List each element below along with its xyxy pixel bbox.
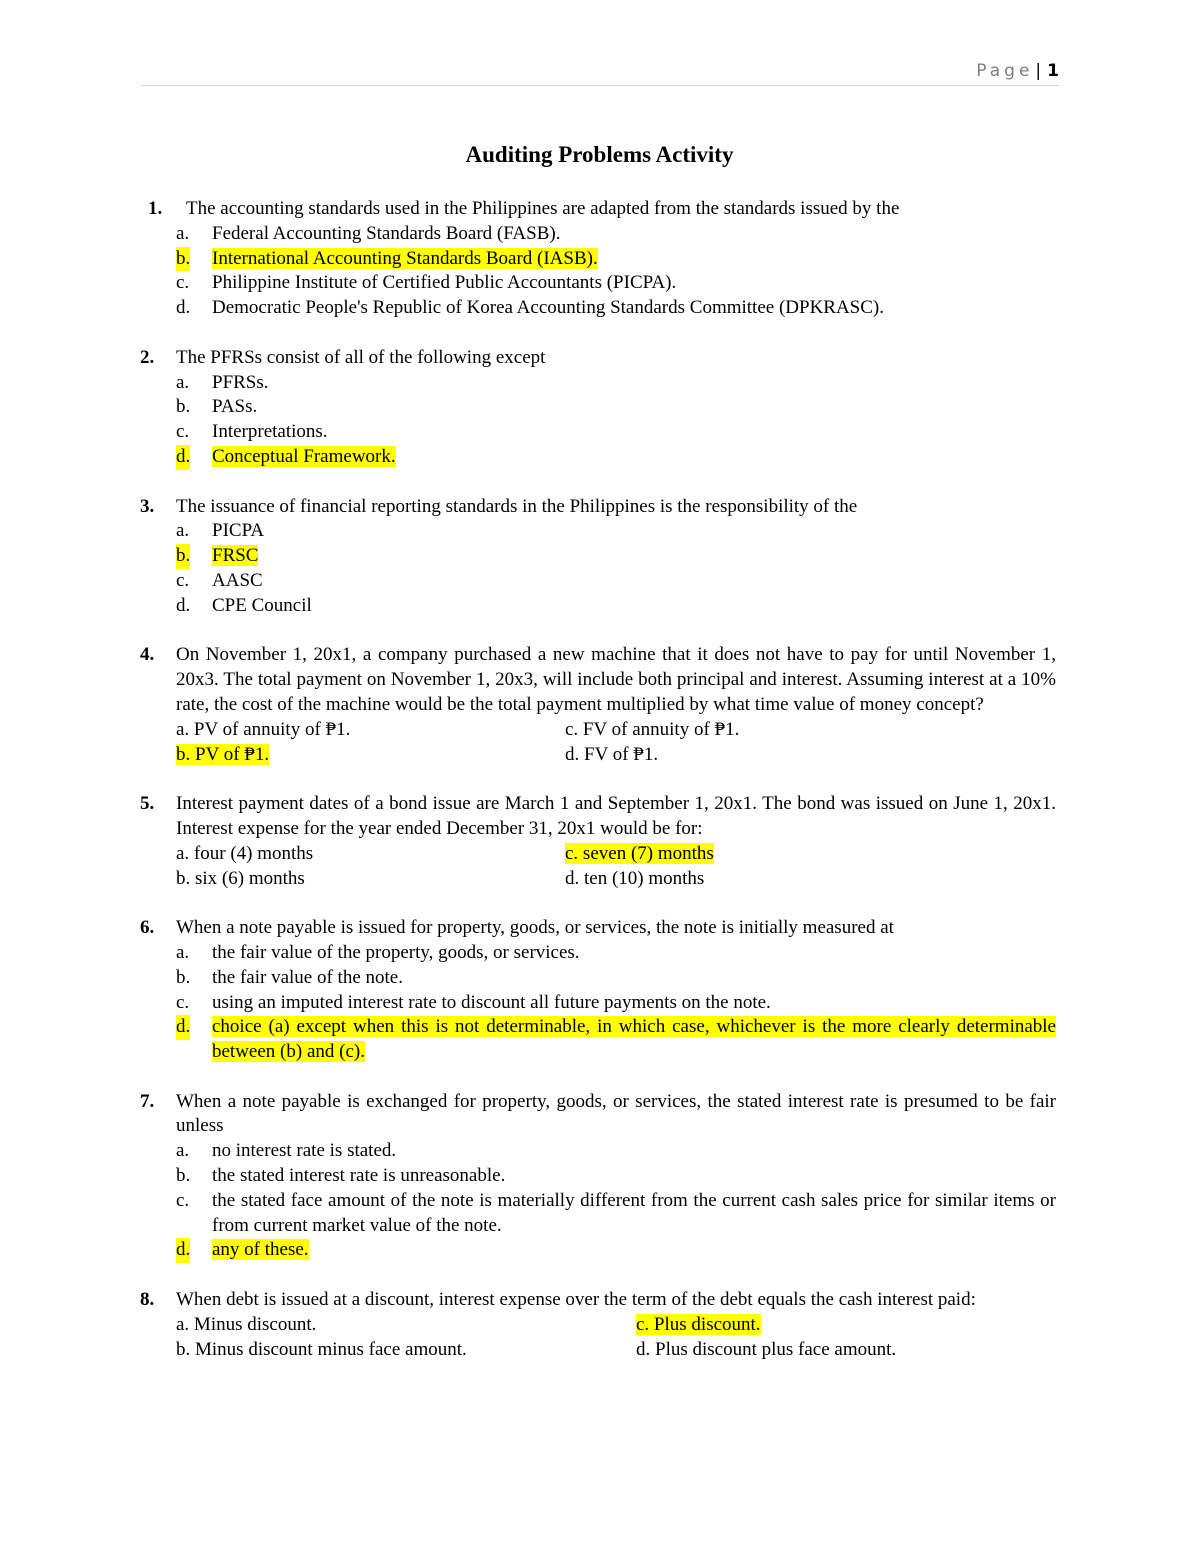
option-letter: a. [176, 371, 190, 393]
option-text: PICPA [212, 520, 265, 542]
question-7 [140, 1090, 1056, 1264]
option-letter: a. [176, 222, 190, 244]
question-text: On November 1, 20x1, a company purchased a new machine that it does not have to pay for until November 1, 20x3. The total payment on November 1, 20x3, will include both principal and interest. Assuming interest at a 10% rate, the cost of the machine would be the total payment multiplied by what time value of money concept? [176, 644, 1056, 715]
option-d [176, 1015, 1056, 1065]
option-text: the stated interest rate is unreasonable. [212, 1165, 506, 1187]
page-header [140, 58, 1059, 86]
option-b [176, 1164, 1056, 1189]
option-a [176, 519, 1056, 544]
option-list [176, 941, 1056, 1065]
option-letter: c. [176, 421, 190, 443]
question-number: 1. [148, 198, 163, 219]
option-d [176, 594, 1056, 619]
option-letter: c. [176, 569, 190, 591]
question-4 [140, 643, 1056, 767]
option-letter: a. [176, 520, 190, 542]
option-c-highlighted: c. seven (7) months [565, 842, 714, 864]
question-number: 8. [140, 1289, 155, 1311]
option-text: CPE Council [212, 594, 312, 616]
option-text: the fair value of the note. [212, 966, 403, 988]
question-text: The PFRSs consist of all of the following except [176, 346, 546, 368]
page-label: Page [976, 61, 1034, 81]
option-letter: b. [176, 966, 191, 988]
option-letter: c. [176, 991, 190, 1013]
option-letter: d. [176, 594, 191, 616]
option-text: AASC [212, 569, 263, 591]
question-8 [140, 1288, 1056, 1362]
question-text: When a note payable is exchanged for property, goods, or services, the stated interest rate is presumed to be fair unless [176, 1090, 1056, 1137]
document-title: Auditing Problems Activity [465, 142, 734, 167]
option-letter: c. [176, 272, 190, 294]
question-text: The issuance of financial reporting standards in the Philippines is the responsibility of the [176, 495, 858, 517]
question-6 [140, 916, 1056, 1065]
question-text: Interest payment dates of a bond issue are March 1 and September 1, 20x1. The bond was issued on June 1, 20x1. Interest expense for the year ended December 31, 20x1 would be for: [176, 793, 1056, 839]
option-letter: a. [176, 941, 190, 963]
option-letter: d. [176, 297, 191, 319]
option-text-highlighted: FRSC [212, 545, 259, 567]
question-5 [140, 792, 1056, 891]
question-text: When a note payable is issued for property, goods, or services, the note is initially measured at [176, 917, 894, 939]
question-text: When debt is issued at a discount, interest expense over the term of the debt equals the cash interest paid: [176, 1289, 976, 1311]
question-number: 6. [140, 917, 155, 939]
option-text: Philippine Institute of Certified Public Accountants (PICPA). [212, 272, 677, 294]
option-b [176, 395, 1056, 420]
option-a: a. PV of annuity of ₱1. [176, 718, 351, 740]
option-c [176, 991, 1056, 1016]
option-list [176, 1139, 1056, 1263]
option-text: Democratic People's Republic of Korea Accounting Standards Committee (DPKRASC). [212, 297, 884, 319]
option-grid [176, 1313, 1056, 1363]
option-d [176, 296, 1056, 321]
option-letter: d. [176, 1238, 190, 1263]
option-d: d. FV of ₱1. [565, 743, 659, 765]
option-list [176, 222, 1056, 321]
option-c [176, 1189, 1056, 1239]
option-c-cell [636, 1313, 1056, 1338]
option-d [176, 1238, 1056, 1263]
option-list [176, 519, 1056, 618]
option-a [176, 1139, 1056, 1164]
question-2 [140, 346, 1056, 470]
option-text: PFRSs. [212, 371, 269, 393]
option-text-highlighted: International Accounting Standards Board (IASB). [212, 247, 598, 269]
option-a [176, 371, 1056, 396]
question-1 [140, 197, 1056, 321]
option-list [176, 371, 1056, 470]
option-b [176, 544, 1056, 569]
option-text: no interest rate is stated. [212, 1140, 397, 1162]
option-text-highlighted: Conceptual Framework. [212, 445, 396, 467]
option-b-highlighted: b. PV of ₱1. [176, 743, 270, 765]
question-number: 4. [140, 644, 155, 666]
option-d: d. ten (10) months [565, 867, 705, 889]
option-b-cell [176, 743, 565, 768]
option-d: d. Plus discount plus face amount. [636, 1338, 897, 1360]
option-a [176, 222, 1056, 247]
option-a: a. Minus discount. [176, 1313, 317, 1335]
option-grid [176, 842, 1056, 892]
question-list [140, 197, 1056, 1387]
option-text: the stated face amount of the note is materially different from the current cash sales price for similar items or from current market value of the note. [212, 1189, 1056, 1236]
option-c [176, 271, 1056, 296]
option-letter: b. [176, 396, 191, 418]
option-text-highlighted: choice (a) except when this is not determinable, in which case, whichever is the more clearly determinable between (b) and (c). [212, 1016, 1056, 1063]
option-letter: d. [176, 445, 190, 470]
option-a: a. four (4) months [176, 842, 314, 864]
option-text: the fair value of the property, goods, or services. [212, 941, 580, 963]
option-d [176, 445, 1056, 470]
question-text: The accounting standards used in the Philippines are adapted from the standards issued by the [186, 198, 900, 219]
option-c-highlighted: c. Plus discount. [636, 1313, 761, 1335]
option-b: b. Minus discount minus face amount. [176, 1338, 467, 1360]
option-text: PASs. [212, 396, 258, 418]
question-number: 7. [140, 1090, 155, 1112]
option-grid [176, 718, 1056, 768]
question-number: 5. [140, 793, 155, 815]
option-b: b. six (6) months [176, 867, 305, 889]
page-number: 1 [1047, 61, 1059, 81]
option-text: Interpretations. [212, 421, 328, 443]
question-number: 2. [140, 346, 155, 368]
option-letter: d. [176, 1015, 190, 1040]
option-letter: c. [176, 1189, 190, 1211]
question-3 [140, 495, 1056, 619]
option-text-highlighted: any of these. [212, 1239, 309, 1261]
option-c-cell [565, 842, 1056, 867]
option-text: Federal Accounting Standards Board (FASB). [212, 222, 561, 244]
option-text: using an imputed interest rate to discount all future payments on the note. [212, 991, 771, 1013]
question-number: 3. [140, 495, 155, 517]
option-a [176, 941, 1056, 966]
option-letter: a. [176, 1140, 190, 1162]
option-letter: b. [176, 1165, 191, 1187]
option-c [176, 420, 1056, 445]
option-b [176, 247, 1056, 272]
option-letter: b. [176, 247, 190, 272]
option-c [176, 569, 1056, 594]
option-letter: b. [176, 544, 190, 569]
option-c: c. FV of annuity of ₱1. [565, 718, 740, 740]
page-separator: | [1035, 61, 1042, 81]
option-b [176, 966, 1056, 991]
